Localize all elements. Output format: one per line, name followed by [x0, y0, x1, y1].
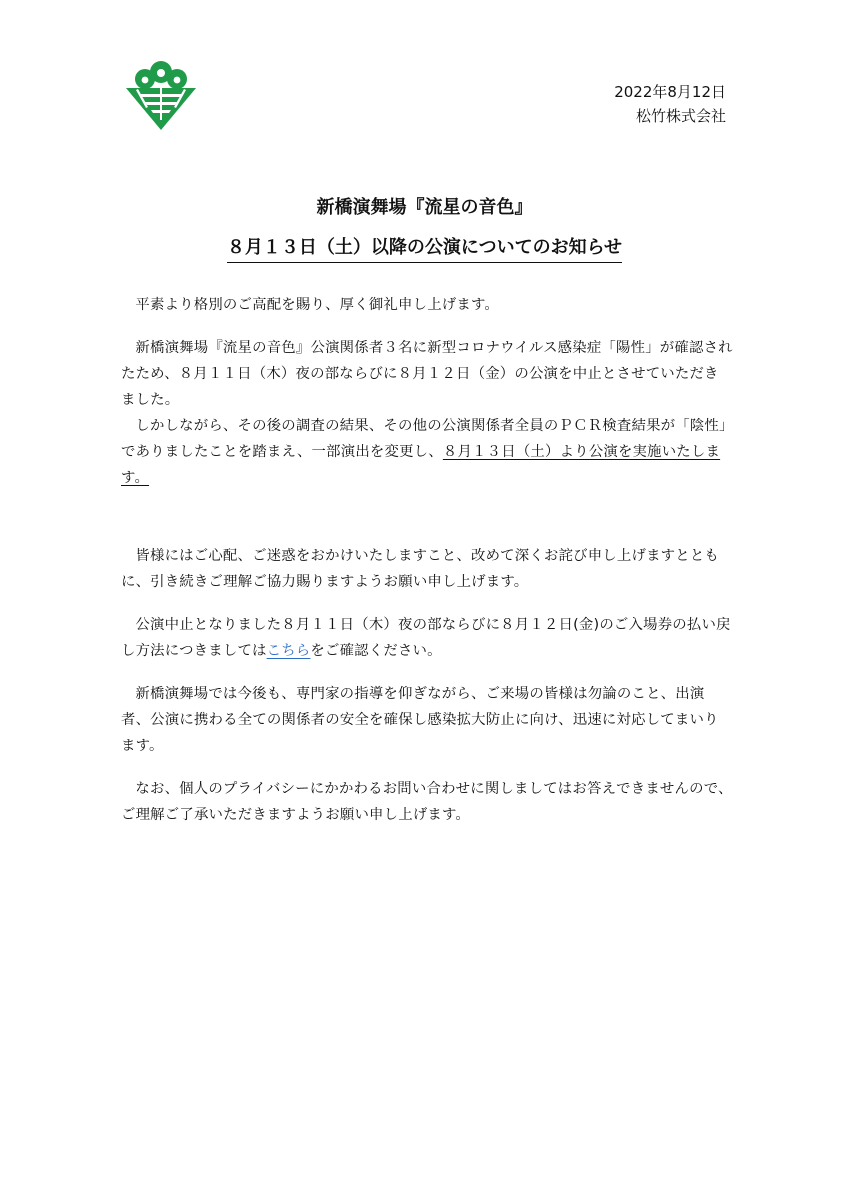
- resumption-text: しかしながら、その後の調査の結果、その他の公演関係者全員のＰＣＲ検査結果が「陰性」でありましたことを踏まえ、一部演出を変更し、: [121, 418, 727, 460]
- notice-title: [0, 195, 849, 263]
- paragraph-apology: 皆様にはご心配、ご迷惑をおかけいたしますこと、改めて深くお詫び申し上げますとともに、引き続きご理解ご協力賜りますようお願い申し上げます。: [121, 548, 720, 590]
- paragraph-refund: [121, 612, 733, 664]
- company-name: 松竹株式会社: [635, 107, 726, 125]
- letterhead: [614, 80, 726, 128]
- paragraph-greeting: 平素より格別のご高配を賜り、厚く御礼申し上げます。: [135, 297, 500, 313]
- paragraph-cancellation: 新橋演舞場『流星の音色』公演関係者３名に新型コロナウイルス感染症「陽性」が確認されたため、８月１１日（木）夜の部ならびに８月１２日（金）の公演を中止とさせていただきました。: [121, 340, 733, 408]
- title-line-2: ８月１３日（土）以降の公演についてのお知らせ: [227, 235, 622, 263]
- refund-text-after: をご確認ください。: [310, 643, 442, 659]
- issue-date: 2022年8月12日: [614, 83, 726, 101]
- refund-link[interactable]: こちら: [266, 643, 311, 659]
- resumption-underlined-text: ８月１３日（土）より公演を実施いたします。: [121, 444, 721, 486]
- notice-body: [121, 292, 733, 828]
- paragraph-safety: 新橋演舞場では今後も、専門家の指導を仰ぎながら、ご来場の皆様は勿論のこと、出演者、公演に携わる全ての関係者の安全を確保し感染拡大防止に向け、迅速に対応してまいります。: [121, 686, 719, 754]
- paragraph-resumption: [121, 413, 733, 491]
- shochiku-pine-logo-icon: [124, 58, 198, 132]
- refund-text: 公演中止となりました８月１１日（木）夜の部ならびに８月１２日(金)のご入場券の払い戻し方法につきましては: [121, 617, 731, 659]
- paragraph-privacy: なお、個人のプライバシーにかかわるお問い合わせに関しましてはお答えできませんので、ご理解ご了承いただきますようお願い申し上げます。: [121, 781, 733, 823]
- title-line-1: 新橋演舞場『流星の音色』: [316, 197, 533, 218]
